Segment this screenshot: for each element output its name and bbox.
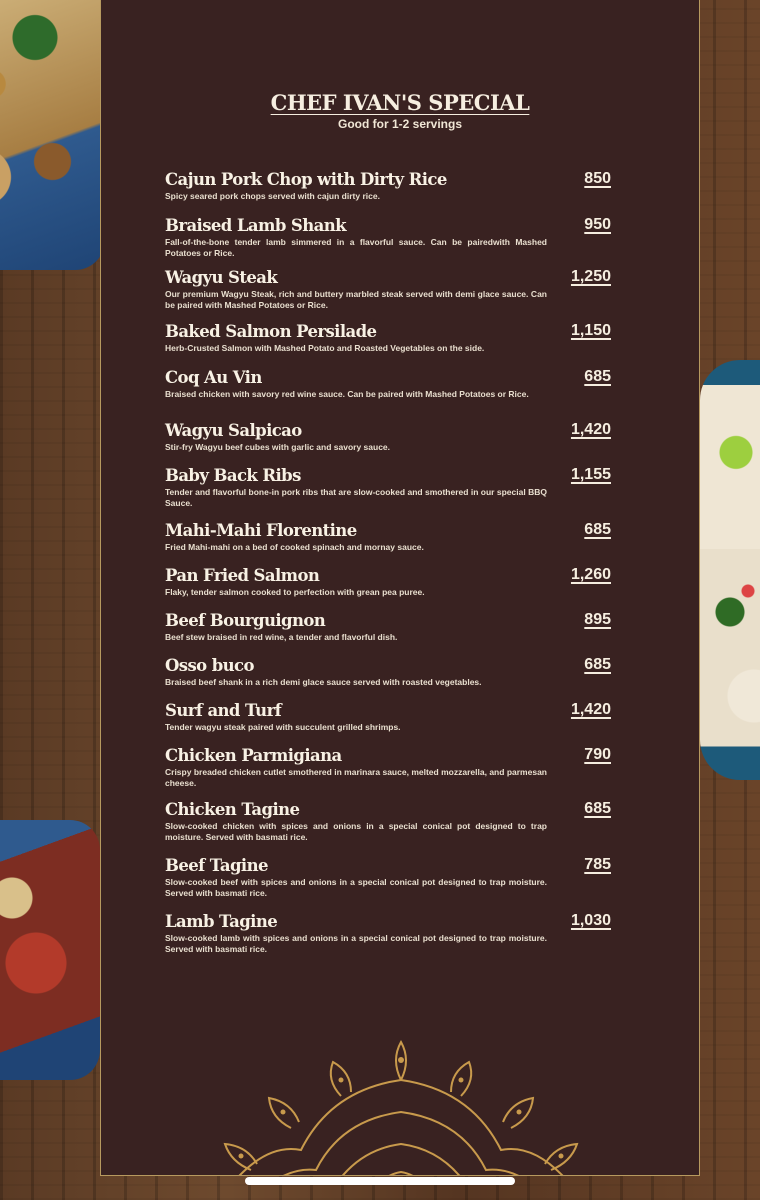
menu-board [100,0,700,1176]
item-price: 950 [584,216,611,233]
menu-item-braised-lamb-shank[interactable] [165,216,547,258]
item-price: 895 [584,611,611,628]
item-name: Osso buco [165,656,254,675]
menu-title: CHEF IVAN'S SPECIAL [270,90,530,115]
menu-item-wagyu-salpicao[interactable] [165,421,547,453]
item-name: Lamb Tagine [165,912,278,931]
item-price: 1,250 [570,268,611,285]
item-price: 1,150 [570,322,611,339]
item-description: Crispy breaded chicken cutlet smothered in marinara sauce, melted mozzarella, and parmesan cheese. [165,767,547,788]
menu-item-wagyu-steak[interactable] [165,268,547,310]
item-description: Braised chicken with savory red wine sauce. Can be paired with Mashed Potatoes or Rice. [165,389,529,399]
item-name: Coq Au Vin [165,368,262,387]
item-name: Wagyu Salpicao [165,421,302,440]
item-description: Stir-fry Wagyu beef cubes with garlic and savory sauce. [165,442,391,452]
item-name: Chicken Tagine [165,800,300,819]
menu-item-lamb-tagine[interactable] [165,912,547,954]
item-description: Braised beef shank in a rich demi glace sauce served with roasted vegetables. [165,677,482,687]
item-name: Surf and Turf [165,701,282,720]
item-price: 1,260 [570,566,611,583]
item-name: Cajun Pork Chop with Dirty Rice [165,170,447,189]
menu-item-beef-bourguignon[interactable] [165,611,547,643]
menu-item-coq-au-vin[interactable] [165,368,547,400]
mandala-ornament [191,1030,611,1176]
menu-item-chicken-parmigiana[interactable] [165,746,547,788]
menu-item-baby-back-ribs[interactable] [165,466,547,508]
item-price: 1,030 [570,912,611,929]
menu-heading [101,90,699,131]
item-description: Fried Mahi-mahi on a bed of cooked spinach and mornay sauce. [165,542,424,552]
item-description: Slow-cooked beef with spices and onions in a special conical pot designed to trap moisture. Served with basmati rice. [165,877,547,898]
menu-item-cajun-pork-chop[interactable] [165,170,547,202]
item-price: 790 [584,746,611,763]
menu-item-beef-tagine[interactable] [165,856,547,898]
item-name: Pan Fried Salmon [165,566,320,585]
item-name: Braised Lamb Shank [165,216,346,235]
item-description: Spicy seared pork chops served with cajun dirty rice. [165,191,380,201]
item-description: Fall-of-the-bone tender lamb simmered in a flavorful sauce. Can be pairedwith Mashed Potatoes or Rice. [165,237,547,258]
item-price: 685 [584,800,611,817]
menu-item-osso-buco[interactable] [165,656,547,688]
item-name: Mahi-Mahi Florentine [165,521,357,540]
menu-item-pan-fried-salmon[interactable] [165,566,547,598]
menu-item-surf-and-turf[interactable] [165,701,547,733]
menu-item-chicken-tagine[interactable] [165,800,547,842]
item-name: Chicken Parmigiana [165,746,342,765]
item-price: 1,420 [570,701,611,718]
menu-item-mahi-mahi-florentine[interactable] [165,521,547,553]
item-name: Baked Salmon Persilade [165,322,377,341]
food-photo-bottom-left [0,820,100,1080]
item-price: 785 [584,856,611,873]
menu-item-baked-salmon-persilade[interactable] [165,322,547,354]
item-price: 1,420 [570,421,611,438]
item-price: 685 [584,521,611,538]
item-description: Tender and flavorful bone-in pork ribs that are slow-cooked and smothered in our special BBQ Sauce. [165,487,547,508]
item-description: Slow-cooked chicken with spices and onions in a special conical pot designed to trap moisture. Served with basmati rice. [165,821,547,842]
item-description: Flaky, tender salmon cooked to perfection with grean pea puree. [165,587,425,597]
item-name: Wagyu Steak [165,268,278,287]
item-price: 850 [584,170,611,187]
item-description: Tender wagyu steak paired with succulent grilled shrimps. [165,722,401,732]
top-ornament [385,0,415,6]
item-description: Herb-Crusted Salmon with Mashed Potato and Roasted Vegetables on the side. [165,343,485,353]
item-price: 1,155 [570,466,611,483]
item-price: 685 [584,656,611,673]
item-name: Baby Back Ribs [165,466,301,485]
food-photo-right [700,360,760,780]
item-name: Beef Bourguignon [165,611,326,630]
item-description: Our premium Wagyu Steak, rich and buttery marbled steak served with demi glace sauce. Can be paired with Mashed Potatoes or Rice. [165,289,547,310]
item-description: Beef stew braised in red wine, a tender and flavorful dish. [165,632,398,642]
item-price: 685 [584,368,611,385]
home-indicator[interactable] [245,1177,515,1185]
item-name: Beef Tagine [165,856,268,875]
food-photo-top-left [0,0,105,270]
menu-subtitle: Good for 1-2 servings [337,117,463,131]
item-description: Slow-cooked lamb with spices and onions in a special conical pot designed to trap moisture. Served with basmati rice. [165,933,547,954]
